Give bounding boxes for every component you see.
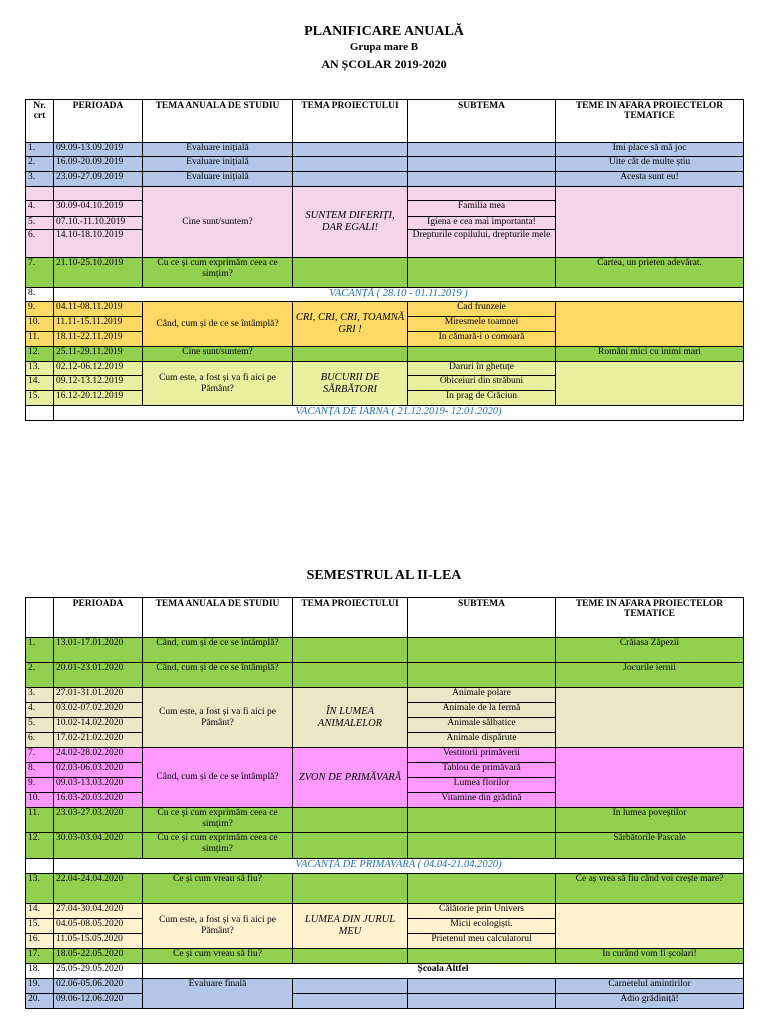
outside-theme: Sărbătorile Pascale	[556, 833, 744, 859]
row-number: 13.	[26, 362, 54, 376]
row-period: 03.02-07.02.2020	[54, 703, 143, 718]
subtheme-cell	[408, 979, 556, 994]
outside-theme: Uite cât de multe știu	[556, 157, 744, 172]
col-header-subtheme: SUBTEMA	[408, 100, 556, 143]
row-period: 11.05-15.05.2020	[54, 934, 143, 949]
row-period: 07.10.-11.10.2019	[54, 217, 143, 230]
annual-theme: Evaluare inițială	[143, 157, 293, 172]
subtheme-cell	[408, 143, 556, 157]
row-period: 21.10-25.10.2019	[54, 258, 143, 288]
subtheme: Cad frunzele	[408, 302, 556, 317]
table-row	[26, 157, 744, 172]
outside-theme: Adio grădiniță!	[556, 994, 744, 1009]
outside-theme	[556, 688, 744, 748]
project-cell	[293, 874, 408, 904]
subtheme: Miresmele toamnei	[408, 317, 556, 332]
row-number: 1.	[26, 143, 54, 157]
row-period: 09.09-13.09.2019	[54, 143, 143, 157]
annual-theme: Ce și cum vreau să fiu?	[143, 874, 293, 904]
project-title: LUMEA DIN JURUL MEU	[293, 904, 408, 949]
table-row	[26, 859, 744, 874]
outside-theme	[556, 904, 744, 949]
row-number	[26, 859, 54, 874]
row-period: 02.06-05.06.2020	[54, 979, 143, 994]
subtheme-cell	[408, 187, 556, 201]
row-number: 14.	[26, 376, 54, 391]
row-period: 02.12-06.12.2019	[54, 362, 143, 376]
subtheme: Animale polare	[408, 688, 556, 703]
subtheme: Obiceiuri din străbuni	[408, 376, 556, 391]
outside-theme: Cartea, un prieten adevărat.	[556, 258, 744, 288]
annual-theme: Când, cum și de ce se întâmplă?	[143, 748, 293, 808]
project-cell	[293, 994, 408, 1009]
row-period: 09.03-13.03.2020	[54, 778, 143, 793]
row-period: 27.01-31.01.2020	[54, 688, 143, 703]
row-period: 04.05-08.05.2020	[54, 919, 143, 934]
annual-theme: Când, cum și de ce se întâmplă?	[143, 302, 293, 347]
col-header-period: PERIOADA	[54, 598, 143, 638]
subtheme: În prag de Crăciun	[408, 391, 556, 406]
annual-theme: Cum este, a fost și va fi aici pe Pământ?	[143, 688, 293, 748]
project-cell	[293, 979, 408, 994]
row-period: 04.11-08.11.2019	[54, 302, 143, 317]
row-number: 6.	[26, 230, 54, 258]
annual-theme: Cine sunt/suntem?	[143, 187, 293, 258]
table-row	[26, 979, 744, 994]
table-row	[26, 833, 744, 859]
row-number: 3.	[26, 172, 54, 187]
table-row	[26, 949, 744, 964]
subtheme: Igiena e cea mai importanta!	[408, 217, 556, 230]
row-number: 8.	[26, 763, 54, 778]
row-period: 25.11-29.11.2019	[54, 347, 143, 362]
subtheme: Vestitorii primăverii	[408, 748, 556, 763]
subtheme: Animale sălbatice	[408, 718, 556, 733]
row-period: 18.05-22.05.2020	[54, 949, 143, 964]
subtheme-cell	[408, 638, 556, 663]
row-number: 7.	[26, 748, 54, 763]
planning-table-semester-2	[25, 597, 744, 1009]
row-number: 13.	[26, 874, 54, 904]
row-period	[54, 187, 143, 201]
subtheme: Călătorie prin Univers	[408, 904, 556, 919]
project-title: SUNTEM DIFERIȚI, DAR EGALI!	[293, 187, 408, 258]
subtheme-cell	[408, 994, 556, 1009]
row-number: 11.	[26, 332, 54, 347]
project-cell	[293, 347, 408, 362]
school-year: AN ȘCOLAR 2019-2020	[321, 57, 447, 71]
annual-theme: Cine sunt/suntem?	[143, 347, 293, 362]
project-cell	[293, 833, 408, 859]
row-number	[26, 187, 54, 201]
row-number: 14.	[26, 904, 54, 919]
row-period: 22.04-24.04.2020	[54, 874, 143, 904]
table-row	[26, 904, 744, 919]
row-number: 4.	[26, 703, 54, 718]
outside-theme: Români mici cu inimi mari	[556, 347, 744, 362]
annual-theme: Evaluare finală	[143, 979, 293, 1009]
table-row	[26, 288, 744, 302]
project-cell	[293, 808, 408, 833]
col-header-project: TEMA PROIECTULUI	[293, 598, 408, 638]
project-title: ÎN LUMEA ANIMALELOR	[293, 688, 408, 748]
row-period: 10.02-14.02.2020	[54, 718, 143, 733]
row-period: 02.03-06.03.2020	[54, 763, 143, 778]
col-header-annual-theme: TEMA ANUALA DE STUDIU	[143, 598, 293, 638]
col-header-outside-themes: TEME IN AFARA PROIECTELOR TEMATICE	[556, 100, 744, 143]
row-number: 10.	[26, 793, 54, 808]
row-number: 19.	[26, 979, 54, 994]
vacation-winter: VACANȚA DE IARNA ( 21.12.2019- 12.01.2020)	[54, 406, 744, 421]
outside-theme: Jocurile iernii	[556, 663, 744, 688]
subtheme: In cămară-i o comoară	[408, 332, 556, 347]
subtheme: Animale dispărute	[408, 733, 556, 748]
annual-theme: Cum este, a fost și va fi aici pe Pământ?	[143, 904, 293, 949]
row-number: 2.	[26, 157, 54, 172]
project-cell	[293, 157, 408, 172]
row-period: 14.10-18.10.2019	[54, 230, 143, 258]
annual-theme: Când, cum și de ce se întâmplă?	[143, 663, 293, 688]
row-period: 23.09-27.09.2019	[54, 172, 143, 187]
project-cell	[293, 949, 408, 964]
row-number: 6.	[26, 733, 54, 748]
subtheme-cell	[408, 808, 556, 833]
table-row	[26, 994, 744, 1009]
outside-theme: În curând vom fi școlari!	[556, 949, 744, 964]
subtheme: Drepturile copilului, drepturile mele	[408, 230, 556, 258]
row-number: 11.	[26, 808, 54, 833]
table-row	[26, 143, 744, 157]
table-row	[26, 688, 744, 703]
row-period: 20.01-23.01.2020	[54, 663, 143, 688]
table-row	[26, 347, 744, 362]
annual-theme: Cu ce și cum exprimăm ceea ce simțim?	[143, 833, 293, 859]
col-header-nr	[26, 598, 54, 638]
subtheme: Daruri în ghetuțe	[408, 362, 556, 376]
row-number: 3.	[26, 688, 54, 703]
outside-theme	[556, 748, 744, 808]
col-header-period: PERIOADA	[54, 100, 143, 143]
row-period: 17.02-21.02.2020	[54, 733, 143, 748]
row-number: 2.	[26, 663, 54, 688]
subtheme: Lumea florilor	[408, 778, 556, 793]
row-number: 16.	[26, 934, 54, 949]
outside-theme: Crăiasa Zăpezii	[556, 638, 744, 663]
subtheme: Vitamine din grădină	[408, 793, 556, 808]
row-number: 18.	[26, 964, 54, 979]
row-period: 16.09-20.09.2019	[54, 157, 143, 172]
project-cell	[293, 172, 408, 187]
subtheme-cell	[408, 172, 556, 187]
table-row	[26, 302, 744, 317]
row-period: 16.03-20.03.2020	[54, 793, 143, 808]
table-row	[26, 874, 744, 904]
row-number: 5.	[26, 217, 54, 230]
row-number	[26, 406, 54, 421]
outside-theme: Acesta sunt eu!	[556, 172, 744, 187]
annual-theme: Ce și cum vreau să fiu?	[143, 949, 293, 964]
outside-theme: Ce aș vrea să fiu când voi crește mare?	[556, 874, 744, 904]
col-header-subtheme: SUBTEMA	[408, 598, 556, 638]
vacation-spring: VACANȚĂ DE PRIMAVARA ( 04.04-21.04.2020)	[54, 859, 744, 874]
row-period: 25.05-29.05.2020	[54, 964, 143, 979]
col-header-project: TEMA PROIECTULUI	[293, 100, 408, 143]
row-number: 12.	[26, 347, 54, 362]
semester-2-title: SEMESTRUL AL II-LEA	[306, 568, 462, 583]
row-number: 15.	[26, 391, 54, 406]
group-name: Grupa mare B	[349, 41, 419, 53]
col-header-outside-themes: TEME IN AFARA PROIECTELOR TEMATICE	[556, 598, 744, 638]
outside-theme: Carnetelul amintirilor	[556, 979, 744, 994]
row-number: 8.	[26, 288, 54, 302]
subtheme: Prietenul meu calculatorul	[408, 934, 556, 949]
table-row	[26, 748, 744, 763]
row-period: 11.11-15.11.2019	[54, 317, 143, 332]
table-row	[26, 964, 744, 979]
annual-theme: Cum este, a fost și va fi aici pe Pământ?	[143, 362, 293, 406]
project-cell	[293, 638, 408, 663]
row-number: 20.	[26, 994, 54, 1009]
annual-theme: Cu ce și cum exprimăm ceea ce simțim?	[143, 808, 293, 833]
subtheme: Animale de la fermă	[408, 703, 556, 718]
row-number: 7.	[26, 258, 54, 288]
subtheme: Tablou de primăvară	[408, 763, 556, 778]
table-row	[26, 258, 744, 288]
row-period: 18.11-22.11.2019	[54, 332, 143, 347]
row-number: 9.	[26, 778, 54, 793]
col-header-nr: Nr. crt	[26, 100, 54, 143]
table-row	[26, 808, 744, 833]
row-number: 4.	[26, 201, 54, 217]
table-row	[26, 172, 744, 187]
subtheme-cell	[408, 833, 556, 859]
document-title: PLANIFICARE ANUALĂ	[304, 24, 464, 39]
subtheme: Familia mea	[408, 201, 556, 217]
annual-theme: Cu ce și cum exprimăm ceea ce simțim?	[143, 258, 293, 288]
row-number: 15.	[26, 919, 54, 934]
row-number: 5.	[26, 718, 54, 733]
table-row	[26, 362, 744, 376]
row-period: 30.09-04.10.2019	[54, 201, 143, 217]
row-number: 12.	[26, 833, 54, 859]
row-period: 30.03-03.04.2020	[54, 833, 143, 859]
outside-theme	[556, 362, 744, 406]
project-title: CRI, CRI, CRI, TOAMNĂ GRI !	[293, 302, 408, 347]
row-period: 09.06-12.06.2020	[54, 994, 143, 1009]
annual-theme: Evaluare inițială	[143, 172, 293, 187]
table-row	[26, 663, 744, 688]
planning-table-semester-1	[25, 99, 744, 421]
project-title: ZVON DE PRIMĂVARĂ	[293, 748, 408, 808]
row-period: 27.04-30.04.2020	[54, 904, 143, 919]
table-row	[26, 187, 744, 201]
row-number: 9.	[26, 302, 54, 317]
row-number: 17.	[26, 949, 54, 964]
annual-theme: Când, cum și de ce se întâmplă?	[143, 638, 293, 663]
row-period: 09.12-13.12.2019	[54, 376, 143, 391]
project-cell	[293, 258, 408, 288]
subtheme-cell	[408, 663, 556, 688]
row-period: 24.02-28.02.2020	[54, 748, 143, 763]
project-cell	[293, 143, 408, 157]
scoala-altfel: Școala Altfel	[143, 964, 744, 979]
subtheme-cell	[408, 157, 556, 172]
subtheme: Micii ecologiști.	[408, 919, 556, 934]
outside-theme	[556, 187, 744, 258]
outside-theme: Îmi place să mă joc	[556, 143, 744, 157]
row-number: 1.	[26, 638, 54, 663]
project-cell	[293, 663, 408, 688]
row-period: 23.03-27.03.2020	[54, 808, 143, 833]
row-period: 13.01-17.01.2020	[54, 638, 143, 663]
vacation-autumn: VACANȚĂ ( 28.10 - 01.11.2019 )	[54, 288, 744, 302]
row-period: 16.12-20.12.2019	[54, 391, 143, 406]
outside-theme	[556, 302, 744, 347]
subtheme-cell	[408, 874, 556, 904]
subtheme-cell	[408, 949, 556, 964]
row-number: 10.	[26, 317, 54, 332]
col-header-annual-theme: TEMA ANUALA DE STUDIU	[143, 100, 293, 143]
table-row	[26, 406, 744, 421]
subtheme-cell	[408, 258, 556, 288]
project-title: BUCURII DE SĂRBĂTORI	[293, 362, 408, 406]
annual-theme: Evaluare inițială	[143, 143, 293, 157]
subtheme-cell	[408, 347, 556, 362]
outside-theme: În lumea poveștilor	[556, 808, 744, 833]
table-row	[26, 638, 744, 663]
